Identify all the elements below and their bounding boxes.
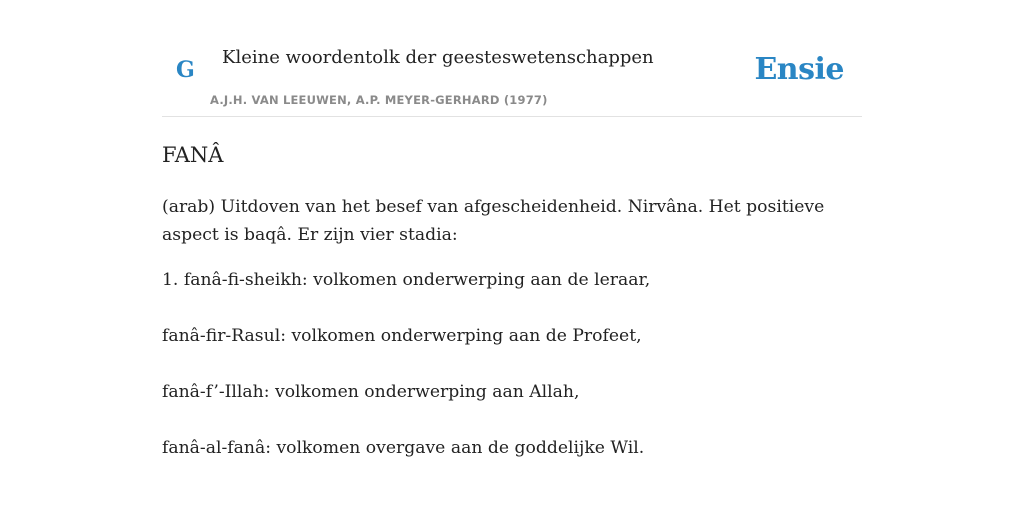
- entry-content: [162, 140, 862, 492]
- ensie-logo[interactable]: Ensie: [754, 52, 844, 87]
- entry-definition: (arab) Uitdoven van het besef van afgescheidenheid. Nirvâna. Het positieve aspect is baqâ. Er zijn vier stadia:: [162, 197, 825, 245]
- stages-list: [162, 268, 862, 460]
- book-source-icon[interactable]: G: [176, 57, 195, 83]
- book-title[interactable]: Kleine woordentolk der geesteswetenschappen: [222, 47, 654, 68]
- entry-title: FANÂ: [162, 143, 224, 167]
- stage-item: fanâ-al-fanâ: volkomen overgave aan de goddelijke Wil.: [162, 438, 645, 458]
- stage-item: 1. fanâ-fi-sheikh: volkomen onderwerping aan de leraar,: [162, 270, 651, 290]
- stage-item: fanâ-f’-Illah: volkomen onderwerping aan Allah,: [162, 382, 580, 402]
- page-header: [162, 40, 862, 117]
- book-authors: A.J.H. VAN LEEUWEN, A.P. MEYER-GERHARD (1977): [210, 93, 548, 107]
- stage-item: fanâ-fir-Rasul: volkomen onderwerping aan de Profeet,: [162, 326, 642, 346]
